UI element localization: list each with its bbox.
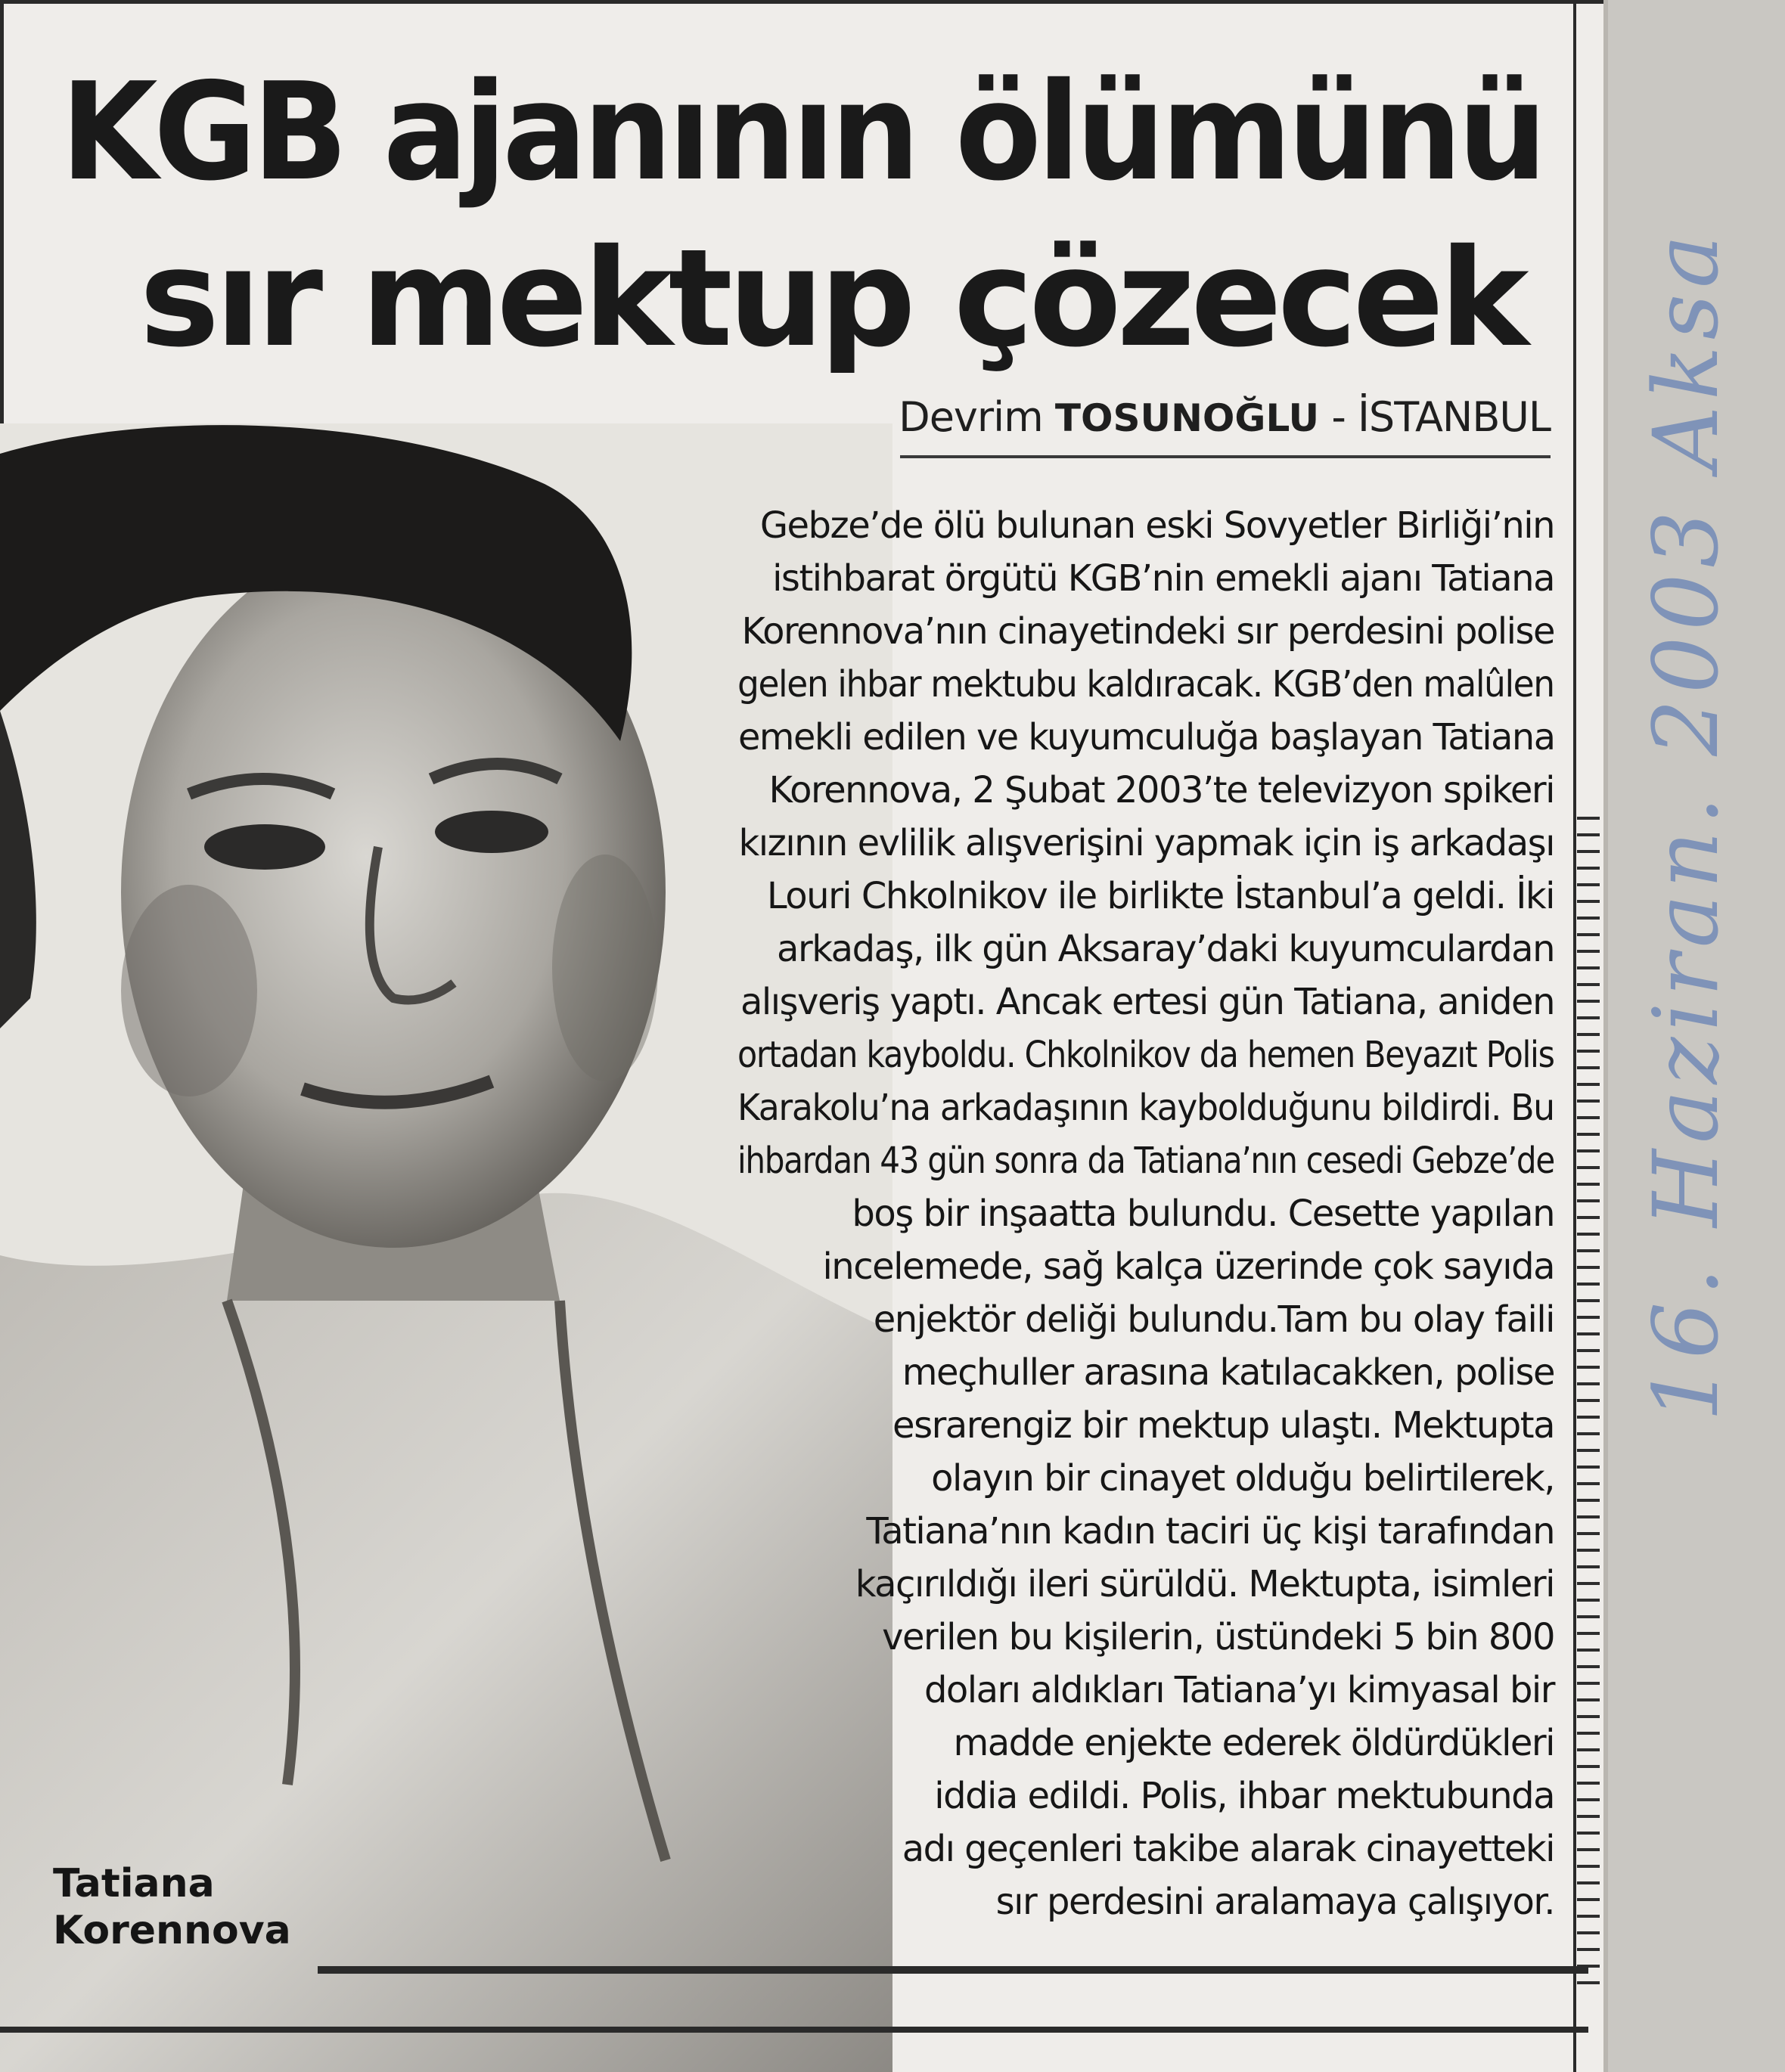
article-body-line: kızının evlilik alışverişini yapmak için iş arkadaşı bbox=[738, 822, 1554, 864]
article-body-line: incelemede, sağ kalça üzerinde çok sayıda bbox=[822, 1245, 1554, 1288]
article-body-line: istihbarat örgütü KGB’nin emekli ajanı Tatiana bbox=[772, 557, 1554, 600]
article-body-line: adı geçenleri takibe alarak cinayetteki bbox=[902, 1828, 1554, 1870]
byline-first-name: Devrim bbox=[899, 393, 1043, 441]
article-body-line: Korennova, 2 Şubat 2003’te televizyon spikeri bbox=[768, 769, 1554, 811]
photo-caption bbox=[53, 1860, 291, 1954]
bottom-rule-1 bbox=[318, 1966, 1588, 1974]
handwritten-date-note: 16. Haziran. 2003 Aksa bbox=[1634, 228, 1738, 1422]
article-body-line: doları aldıkları Tatiana’yı kimyasal bir bbox=[924, 1669, 1554, 1711]
column-edge-marks bbox=[1577, 817, 1600, 1996]
article-body-line: arkadaş, ilk gün Aksaray’daki kuyumculardan bbox=[777, 928, 1554, 970]
article-body-line: verilen bu kişilerin, üstündeki 5 bin 800 bbox=[882, 1616, 1554, 1658]
byline-rule bbox=[900, 455, 1551, 458]
article-body-line: olayın bir cinayet olduğu belirtilerek, bbox=[931, 1457, 1554, 1500]
headline-line-2: sır mektup çözecek bbox=[139, 220, 1525, 377]
photo-caption-line-2: Korennova bbox=[53, 1908, 291, 1953]
article-body-line: Karakolu’na arkadaşının kaybolduğunu bildirdi. Bu bbox=[737, 1087, 1554, 1129]
article-body-line: ihbardan 43 gün sonra da Tatiana’nın cesedi Gebze’de bbox=[737, 1140, 1554, 1182]
article-body-line: iddia edildi. Polis, ihbar mektubunda bbox=[934, 1775, 1554, 1817]
article-body-line: sır perdesini aralamaya çalışıyor. bbox=[995, 1881, 1554, 1923]
photo-caption-line-1: Tatiana bbox=[53, 1861, 215, 1906]
byline-city: İSTANBUL bbox=[1358, 393, 1551, 441]
article-body-line: esrarengiz bir mektup ulaştı. Mektupta bbox=[892, 1404, 1554, 1447]
article-body-line: madde enjekte ederek öldürdükleri bbox=[953, 1722, 1554, 1764]
article-body-line: emekli edilen ve kuyumculuğa başlayan Tatiana bbox=[737, 716, 1554, 758]
top-border bbox=[0, 0, 1603, 4]
article-body-line: boş bir inşaatta bulundu. Cesette yapılan bbox=[852, 1193, 1554, 1235]
article-body-line: Korennova’nın cinayetindeki sır perdesini polise bbox=[741, 610, 1554, 653]
byline-separator: - bbox=[1331, 393, 1346, 441]
article-body-line: alışveriş yaptı. Ancak ertesi gün Tatiana, aniden bbox=[740, 981, 1554, 1023]
byline bbox=[892, 393, 1551, 441]
article-body-line: enjektör deliği bulundu.Tam bu olay faili bbox=[873, 1298, 1554, 1341]
article-body-line: kaçırıldığı ileri sürüldü. Mektupta, isimleri bbox=[855, 1563, 1554, 1605]
byline-last-name: TOSUNOĞLU bbox=[1054, 396, 1320, 440]
article-body-line: Louri Chkolnikov ile birlikte İstanbul’a geldi. İki bbox=[766, 875, 1554, 917]
headline-line-1: KGB ajanının ölümünü bbox=[61, 54, 1543, 210]
article-body-line: Gebze’de ölü bulunan eski Sovyetler Birliği’nin bbox=[759, 504, 1554, 547]
article-body-line: meçhuller arasına katılacakken, polise bbox=[902, 1351, 1554, 1394]
article-body-line: gelen ihbar mektubu kaldıracak. KGB’den malûlen bbox=[737, 663, 1554, 706]
bottom-rule-2 bbox=[0, 2027, 1588, 2033]
article-body-line: Tatiana’nın kadın taciri üç kişi tarafından bbox=[866, 1510, 1554, 1552]
article-body-line: ortadan kayboldu. Chkolnikov da hemen Beyazıt Polis bbox=[737, 1034, 1554, 1076]
